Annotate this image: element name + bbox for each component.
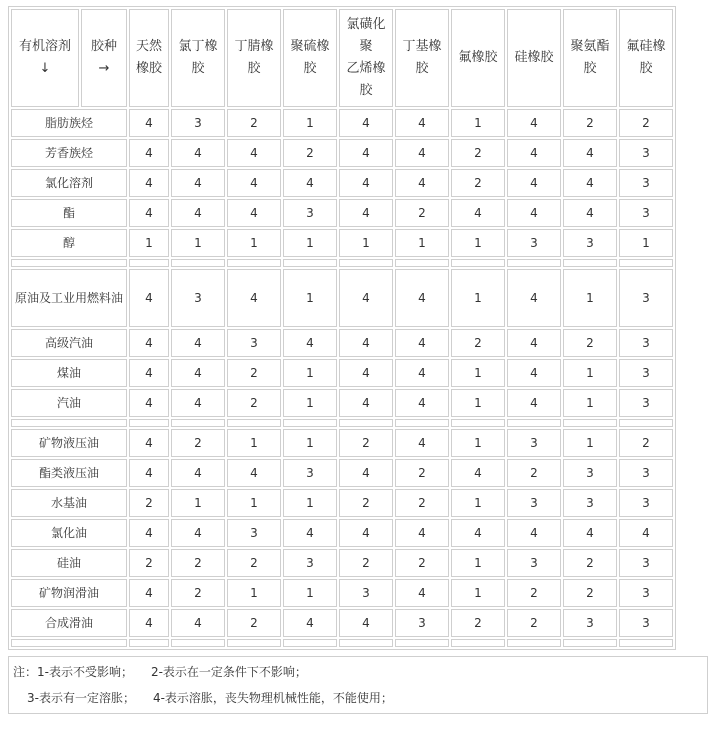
separator-cell <box>507 419 561 427</box>
rating-cell: 4 <box>507 169 561 197</box>
rating-cell: 4 <box>171 199 225 227</box>
rating-cell: 3 <box>619 359 673 387</box>
rating-cell: 3 <box>619 139 673 167</box>
rating-cell: 4 <box>339 609 393 637</box>
separator-cell <box>129 639 169 647</box>
rating-cell: 4 <box>507 389 561 417</box>
rating-cell: 2 <box>507 459 561 487</box>
separator-cell <box>11 639 127 647</box>
rating-cell: 2 <box>171 579 225 607</box>
rating-cell: 4 <box>171 169 225 197</box>
rating-cell: 1 <box>227 579 281 607</box>
rating-cell: 1 <box>129 229 169 257</box>
rating-cell: 2 <box>339 549 393 577</box>
rating-cell: 2 <box>227 109 281 137</box>
rating-cell: 3 <box>171 109 225 137</box>
rating-cell: 4 <box>339 199 393 227</box>
separator-cell <box>395 259 449 267</box>
solvent-name-cell: 脂肪族烃 <box>11 109 127 137</box>
rating-cell: 4 <box>395 109 449 137</box>
rating-cell: 4 <box>563 519 617 547</box>
separator-row <box>11 639 673 647</box>
rating-cell: 4 <box>129 269 169 327</box>
rating-cell: 4 <box>339 139 393 167</box>
rating-cell: 4 <box>339 329 393 357</box>
header-row <box>11 9 673 107</box>
rating-cell: 3 <box>619 329 673 357</box>
rating-cell: 3 <box>507 489 561 517</box>
table-row <box>11 579 673 607</box>
table-row <box>11 459 673 487</box>
separator-cell <box>395 639 449 647</box>
solvent-name-cell: 氯化溶剂 <box>11 169 127 197</box>
table-row <box>11 489 673 517</box>
rating-cell: 4 <box>227 459 281 487</box>
rating-cell: 4 <box>451 199 505 227</box>
rating-cell: 4 <box>129 519 169 547</box>
rating-cell: 2 <box>563 329 617 357</box>
rating-cell: 3 <box>563 229 617 257</box>
table-row <box>11 329 673 357</box>
rating-cell: 1 <box>451 579 505 607</box>
rating-cell: 4 <box>171 139 225 167</box>
rating-cell: 4 <box>451 519 505 547</box>
rating-cell: 1 <box>395 229 449 257</box>
rating-cell: 1 <box>563 359 617 387</box>
rating-cell: 4 <box>339 169 393 197</box>
rating-cell: 4 <box>171 389 225 417</box>
rating-cell: 2 <box>451 169 505 197</box>
rating-cell: 3 <box>619 579 673 607</box>
separator-cell <box>227 259 281 267</box>
rating-cell: 3 <box>227 329 281 357</box>
rating-cell: 4 <box>227 139 281 167</box>
rating-cell: 1 <box>451 229 505 257</box>
rating-cell: 2 <box>451 139 505 167</box>
rating-cell: 4 <box>507 139 561 167</box>
separator-cell <box>507 259 561 267</box>
separator-cell <box>451 419 505 427</box>
rating-cell: 4 <box>395 169 449 197</box>
table-row <box>11 109 673 137</box>
rating-cell: 4 <box>129 329 169 357</box>
right-arrow: → <box>98 61 110 76</box>
rating-cell: 2 <box>395 199 449 227</box>
rating-cell: 4 <box>451 459 505 487</box>
rating-cell: 4 <box>171 359 225 387</box>
rating-cell: 1 <box>339 229 393 257</box>
rating-cell: 4 <box>129 579 169 607</box>
rating-cell: 4 <box>129 199 169 227</box>
rating-cell: 4 <box>339 269 393 327</box>
rating-cell: 1 <box>563 269 617 327</box>
rating-cell: 3 <box>507 549 561 577</box>
rating-cell: 4 <box>395 329 449 357</box>
rating-cell: 4 <box>563 139 617 167</box>
separator-cell <box>563 259 617 267</box>
rating-cell: 2 <box>395 549 449 577</box>
compatibility-table-wrapper <box>8 6 676 650</box>
separator-cell <box>129 419 169 427</box>
rating-cell: 4 <box>395 389 449 417</box>
rating-cell: 4 <box>227 269 281 327</box>
col-header-fluoro: 氟橡胶 <box>451 9 505 107</box>
corner-rubber-label: 胶种 <box>90 39 117 54</box>
solvent-name-cell: 硅油 <box>11 549 127 577</box>
corner-cell-solvent <box>11 9 79 107</box>
solvent-name-cell: 矿物润滑油 <box>11 579 127 607</box>
rating-cell: 4 <box>171 329 225 357</box>
separator-cell <box>11 419 127 427</box>
solvent-name-cell: 酯类液压油 <box>11 459 127 487</box>
rating-cell: 4 <box>395 429 449 457</box>
rating-cell: 2 <box>619 109 673 137</box>
rating-cell: 1 <box>283 269 337 327</box>
separator-cell <box>283 419 337 427</box>
down-arrow: ↓ <box>39 61 51 76</box>
rating-cell: 1 <box>227 229 281 257</box>
solvent-name-cell: 合成滑油 <box>11 609 127 637</box>
rating-cell: 4 <box>339 459 393 487</box>
rating-cell: 3 <box>395 609 449 637</box>
separator-cell <box>507 639 561 647</box>
col-header-polysulfide: 聚硫橡 胶 <box>283 9 337 107</box>
col-header-nitrile: 丁腈橡 胶 <box>227 9 281 107</box>
rating-cell: 1 <box>171 229 225 257</box>
rating-cell: 4 <box>507 329 561 357</box>
note-item-2: 2-表示在一定条件下不影响； <box>150 665 307 679</box>
rating-cell: 4 <box>395 359 449 387</box>
rating-cell: 2 <box>395 489 449 517</box>
rating-cell: 4 <box>129 359 169 387</box>
rating-cell: 2 <box>619 429 673 457</box>
rating-cell: 1 <box>171 489 225 517</box>
separator-cell <box>339 259 393 267</box>
separator-cell <box>283 259 337 267</box>
rating-cell: 1 <box>283 429 337 457</box>
rating-cell: 1 <box>283 579 337 607</box>
rating-cell: 2 <box>451 609 505 637</box>
solvent-name-cell: 汽油 <box>11 389 127 417</box>
col-header-silicone: 硅橡胶 <box>507 9 561 107</box>
rating-cell: 1 <box>451 489 505 517</box>
col-header-chloroprene: 氯丁橡 胶 <box>171 9 225 107</box>
rating-cell: 1 <box>563 429 617 457</box>
solvent-name-cell: 煤油 <box>11 359 127 387</box>
separator-cell <box>395 419 449 427</box>
solvent-name-cell: 高级汽油 <box>11 329 127 357</box>
rating-cell: 4 <box>283 519 337 547</box>
rating-cell: 2 <box>507 579 561 607</box>
table-row <box>11 519 673 547</box>
table-row <box>11 429 673 457</box>
solvent-rubber-compatibility-table <box>8 6 676 650</box>
table-row <box>11 609 673 637</box>
rating-cell: 4 <box>507 109 561 137</box>
rating-cell: 2 <box>129 489 169 517</box>
rating-cell: 4 <box>227 169 281 197</box>
rating-cell: 1 <box>283 109 337 137</box>
separator-cell <box>171 639 225 647</box>
rating-cell: 2 <box>563 549 617 577</box>
rating-cell: 4 <box>129 429 169 457</box>
separator-cell <box>339 419 393 427</box>
rating-cell: 2 <box>451 329 505 357</box>
rating-cell: 2 <box>227 359 281 387</box>
rating-cell: 3 <box>227 519 281 547</box>
rating-cell: 4 <box>283 329 337 357</box>
rating-cell: 3 <box>619 169 673 197</box>
rating-cell: 4 <box>619 519 673 547</box>
col-header-butyl: 丁基橡 胶 <box>395 9 449 107</box>
separator-row <box>11 419 673 427</box>
separator-cell <box>451 639 505 647</box>
rating-cell: 2 <box>283 139 337 167</box>
rating-cell: 2 <box>171 429 225 457</box>
separator-cell <box>171 259 225 267</box>
rating-cell: 1 <box>451 109 505 137</box>
rating-cell: 3 <box>283 549 337 577</box>
rating-cell: 2 <box>563 579 617 607</box>
rating-cell: 4 <box>129 609 169 637</box>
rating-cell: 4 <box>171 459 225 487</box>
rating-cell: 4 <box>507 269 561 327</box>
rating-cell: 1 <box>451 549 505 577</box>
rating-cell: 1 <box>227 489 281 517</box>
rating-cell: 2 <box>129 549 169 577</box>
separator-cell <box>619 259 673 267</box>
rating-cell: 4 <box>507 359 561 387</box>
rating-cell: 1 <box>283 489 337 517</box>
rating-cell: 4 <box>171 609 225 637</box>
solvent-name-cell: 醇 <box>11 229 127 257</box>
note-line-2 <box>27 689 393 706</box>
rating-cell: 4 <box>339 389 393 417</box>
table-row <box>11 199 673 227</box>
solvent-name-cell: 芳香族烃 <box>11 139 127 167</box>
separator-cell <box>619 419 673 427</box>
col-header-fluorosilicone: 氟硅橡 胶 <box>619 9 673 107</box>
rating-cell: 4 <box>129 139 169 167</box>
separator-cell <box>563 419 617 427</box>
rating-cell: 4 <box>227 199 281 227</box>
rating-cell: 4 <box>339 519 393 547</box>
rating-cell: 1 <box>451 389 505 417</box>
rating-cell: 4 <box>129 389 169 417</box>
rating-cell: 4 <box>129 109 169 137</box>
col-header-natural-rubber: 天然 橡胶 <box>129 9 169 107</box>
rating-cell: 4 <box>129 169 169 197</box>
rating-cell: 2 <box>339 489 393 517</box>
rating-cell: 4 <box>563 199 617 227</box>
rating-cell: 2 <box>227 389 281 417</box>
rating-cell: 1 <box>283 229 337 257</box>
table-row <box>11 549 673 577</box>
corner-cell-rubber <box>81 9 127 107</box>
rating-cell: 3 <box>563 609 617 637</box>
rating-cell: 4 <box>395 269 449 327</box>
rating-cell: 4 <box>395 139 449 167</box>
rating-cell: 4 <box>339 109 393 137</box>
rating-cell: 2 <box>171 549 225 577</box>
separator-cell <box>171 419 225 427</box>
note-item-3: 3-表示有一定溶胀； <box>27 691 135 705</box>
table-row <box>11 269 673 327</box>
table-row <box>11 229 673 257</box>
rating-cell: 3 <box>283 199 337 227</box>
separator-cell <box>227 419 281 427</box>
rating-cell: 3 <box>619 269 673 327</box>
separator-row <box>11 259 673 267</box>
rating-cell: 3 <box>507 229 561 257</box>
rating-cell: 1 <box>227 429 281 457</box>
rating-cell: 3 <box>563 459 617 487</box>
separator-cell <box>451 259 505 267</box>
rating-cell: 4 <box>283 609 337 637</box>
rating-cell: 3 <box>619 609 673 637</box>
rating-cell: 4 <box>339 359 393 387</box>
rating-cell: 1 <box>283 389 337 417</box>
rating-cell: 3 <box>619 549 673 577</box>
separator-cell <box>227 639 281 647</box>
solvent-name-cell: 矿物液压油 <box>11 429 127 457</box>
rating-cell: 1 <box>451 429 505 457</box>
note-item-1: 注：1-表示不受影响； <box>13 665 133 679</box>
table-row <box>11 389 673 417</box>
rating-cell: 2 <box>395 459 449 487</box>
separator-cell <box>11 259 127 267</box>
rating-cell: 1 <box>451 359 505 387</box>
rating-cell: 1 <box>451 269 505 327</box>
rating-cell: 2 <box>507 609 561 637</box>
separator-cell <box>619 639 673 647</box>
rating-cell: 3 <box>507 429 561 457</box>
rating-cell: 3 <box>619 489 673 517</box>
solvent-name-cell: 原油及工业用燃料油 <box>11 269 127 327</box>
separator-cell <box>339 639 393 647</box>
separator-cell <box>283 639 337 647</box>
rating-cell: 4 <box>507 519 561 547</box>
rating-cell: 4 <box>507 199 561 227</box>
table-row <box>11 169 673 197</box>
rating-cell: 3 <box>619 459 673 487</box>
solvent-name-cell: 水基油 <box>11 489 127 517</box>
rating-cell: 1 <box>619 229 673 257</box>
rating-cell: 2 <box>339 429 393 457</box>
rating-cell: 3 <box>563 489 617 517</box>
separator-cell <box>563 639 617 647</box>
col-header-polyurethane: 聚氨酯 胶 <box>563 9 617 107</box>
separator-cell <box>129 259 169 267</box>
col-header-csm: 氯磺化 聚 乙烯橡 胶 <box>339 9 393 107</box>
rating-cell: 4 <box>563 169 617 197</box>
solvent-name-cell: 酯 <box>11 199 127 227</box>
rating-cell: 2 <box>563 109 617 137</box>
legend-note <box>8 656 708 714</box>
corner-solvent-label: 有机溶剂 <box>18 39 71 54</box>
rating-cell: 4 <box>283 169 337 197</box>
rating-cell: 1 <box>283 359 337 387</box>
rating-cell: 3 <box>619 389 673 417</box>
rating-cell: 3 <box>171 269 225 327</box>
note-line-1 <box>13 663 307 680</box>
rating-cell: 4 <box>395 519 449 547</box>
rating-cell: 3 <box>619 199 673 227</box>
solvent-name-cell: 氯化油 <box>11 519 127 547</box>
table-row <box>11 359 673 387</box>
rating-cell: 3 <box>339 579 393 607</box>
rating-cell: 1 <box>563 389 617 417</box>
rating-cell: 2 <box>227 549 281 577</box>
rating-cell: 3 <box>283 459 337 487</box>
rating-cell: 4 <box>171 519 225 547</box>
rating-cell: 4 <box>395 579 449 607</box>
note-item-4: 4-表示溶胀，丧失物理机械性能，不能使用； <box>152 691 393 705</box>
rating-cell: 4 <box>129 459 169 487</box>
rating-cell: 2 <box>227 609 281 637</box>
table-row <box>11 139 673 167</box>
